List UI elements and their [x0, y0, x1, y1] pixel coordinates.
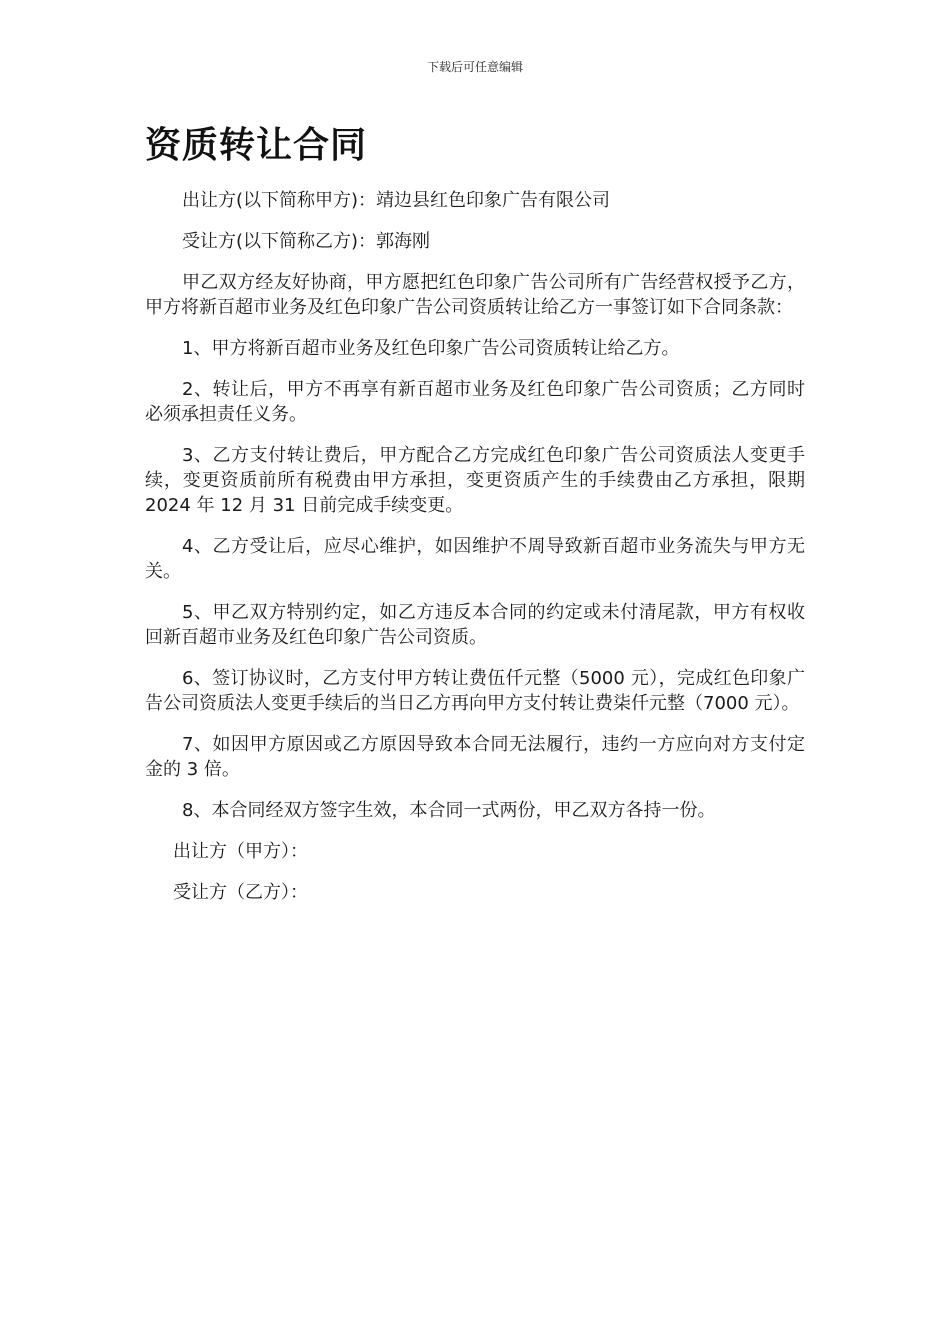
- clause-6: 6、签订协议时，乙方支付甲方转让费伍仟元整（5000 元），完成红色印象广告公司资质法人变更手续后的当日乙方再向甲方支付转让费柒仟元整（7000 元）。: [145, 668, 805, 714]
- transferor-line: 出让方(以下简称甲方)：靖边县红色印象广告有限公司: [182, 190, 611, 211]
- transferee-line: 受让方(以下简称乙方)：郭海刚: [182, 231, 431, 252]
- document-body: [145, 120, 805, 921]
- clause-8: 8、本合同经双方签字生效，本合同一式两份，甲乙双方各持一份。: [182, 800, 716, 821]
- clause-1: 1、甲方将新百超市业务及红色印象广告公司资质转让给乙方。: [182, 338, 680, 359]
- clause-5: 5、甲乙双方特别约定，如乙方违反本合同的约定或未付清尾款，甲方有权收回新百超市业务及红色印象广告公司资质。: [145, 602, 805, 648]
- intro-paragraph: 甲乙双方经友好协商，甲方愿把红色印象广告公司所有广告经营权授予乙方，甲方将新百超市业务及红色印象广告公司资质转让给乙方一事签订如下合同条款：: [145, 272, 805, 318]
- document-title: 资质转让合同: [145, 124, 368, 166]
- signature-party-a: 出让方（甲方）：: [173, 841, 308, 862]
- clause-7: 7、如因甲方原因或乙方原因导致本合同无法履行，违约一方应向对方支付定金的 3 倍。: [145, 734, 805, 780]
- clause-3: 3、乙方支付转让费后，甲方配合乙方完成红色印象广告公司资质法人变更手续，变更资质前所有税费由甲方承担，变更资质产生的手续费由乙方承担，限期 2024 年 12 月 31 日前完成手续变更。: [145, 445, 805, 516]
- signature-party-b: 受让方（乙方）：: [173, 882, 308, 903]
- header-note: 下载后可任意编辑: [426, 60, 523, 74]
- clause-2: 2、转让后，甲方不再享有新百超市业务及红色印象广告公司资质；乙方同时必须承担责任义务。: [145, 379, 805, 425]
- clause-4: 4、乙方受让后，应尽心维护，如因维护不周导致新百超市业务流失与甲方无关。: [145, 536, 805, 582]
